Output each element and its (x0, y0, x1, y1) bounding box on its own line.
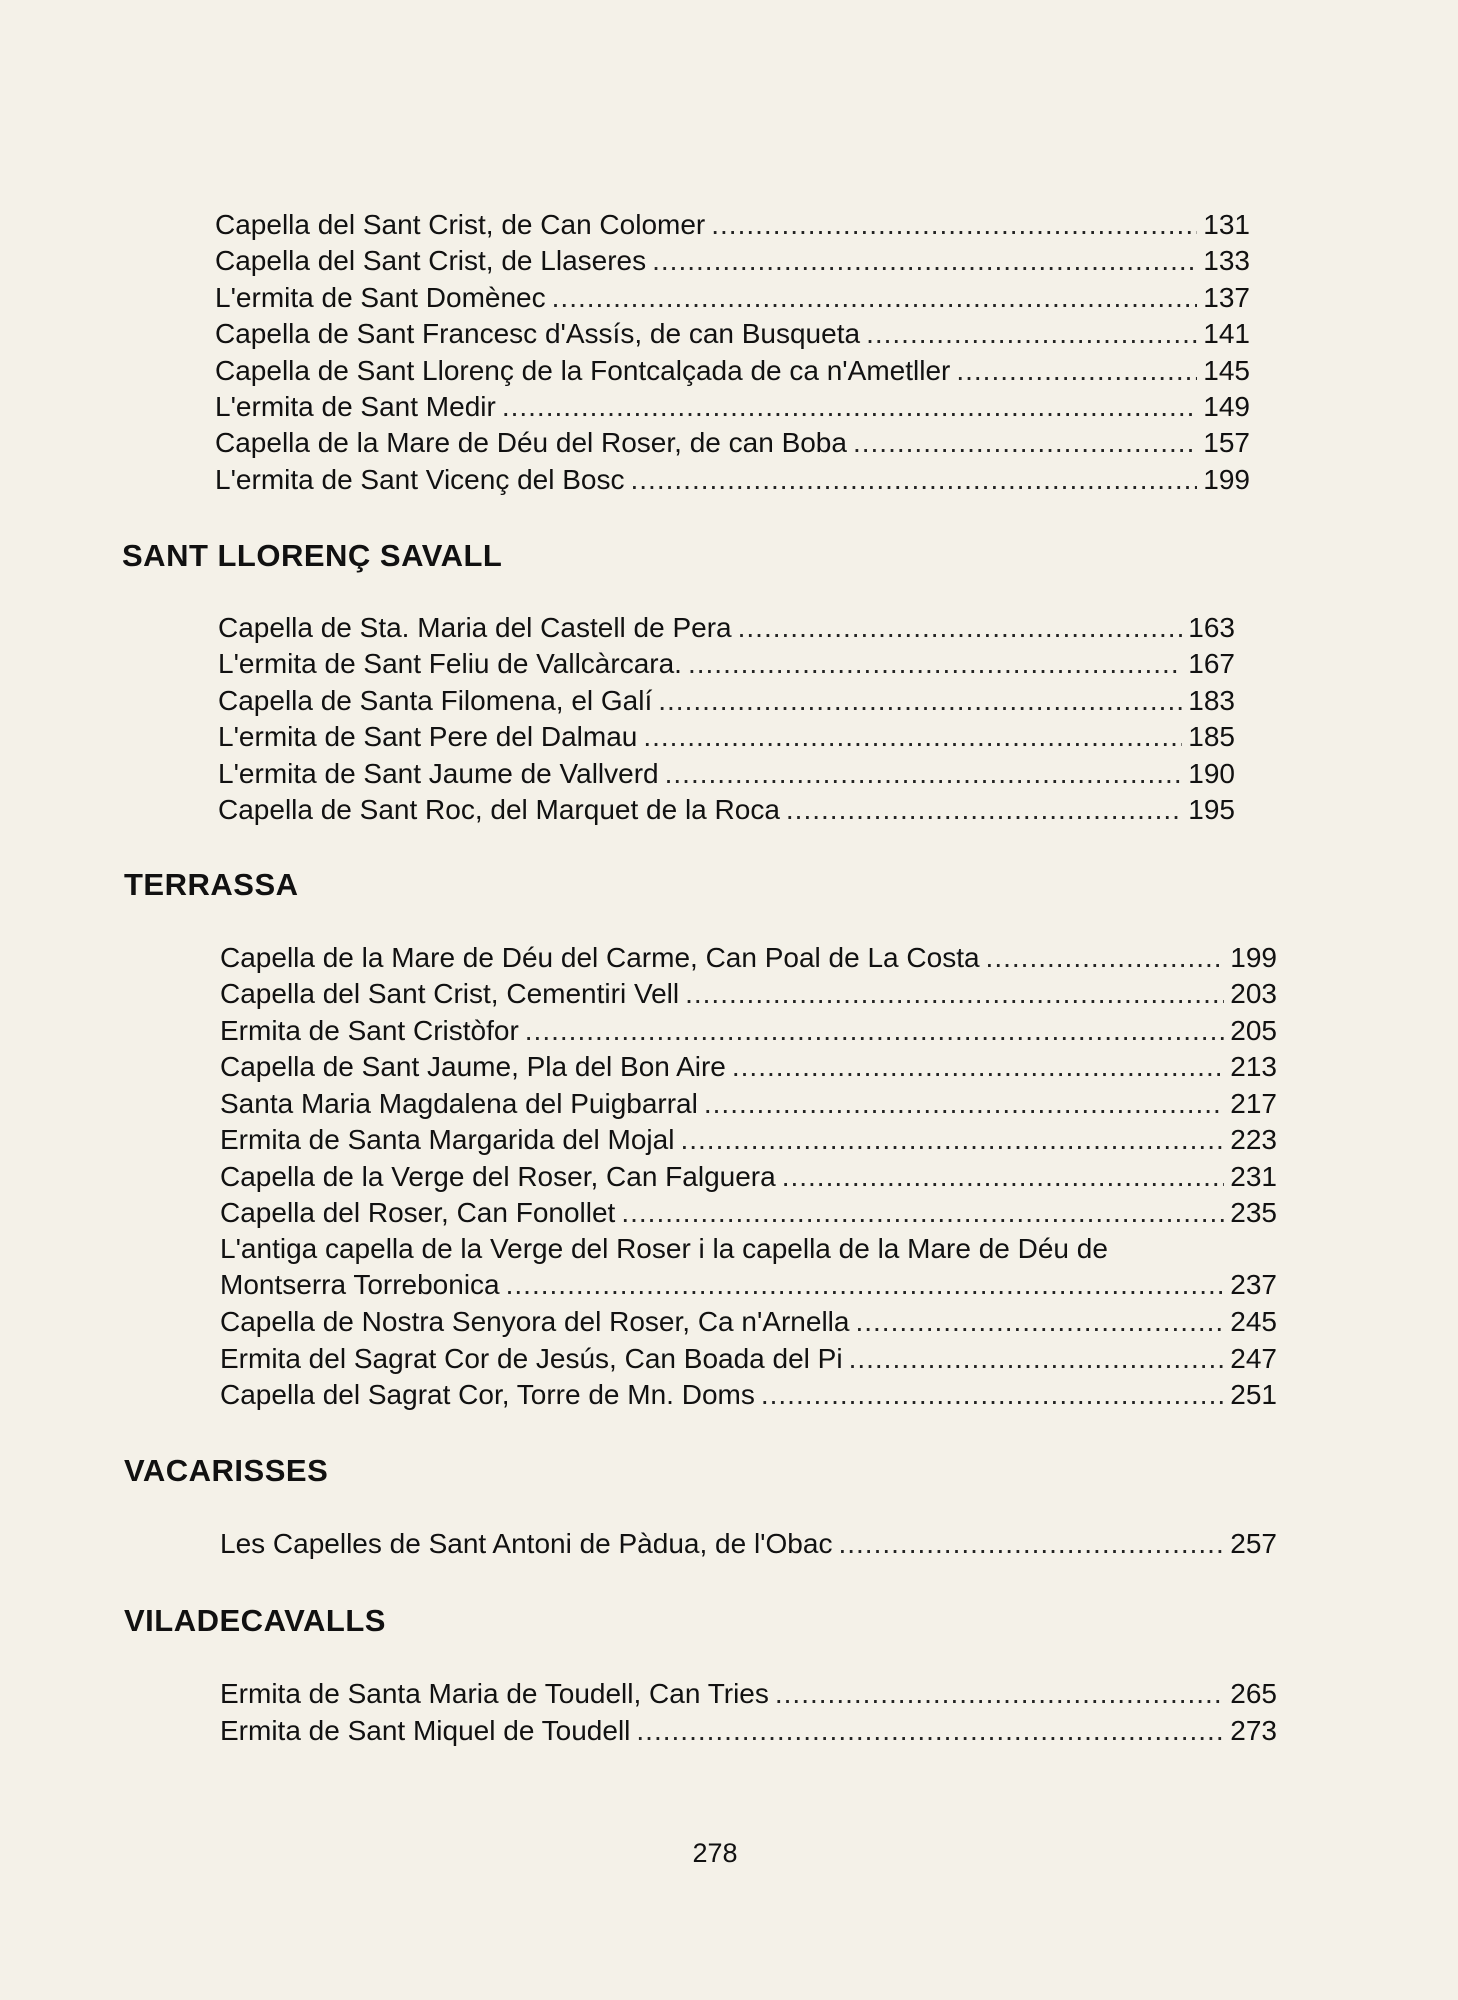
entry-title-continued: Montserra Torrebonica (220, 1269, 500, 1300)
entry-page: 213 (1230, 1051, 1277, 1082)
entry-page: 251 (1230, 1379, 1277, 1410)
toc-entry[interactable] (220, 1086, 1277, 1122)
entry-title: L'ermita de Sant Jaume de Vallverd (218, 758, 659, 789)
toc-entry[interactable] (215, 353, 1250, 389)
entry-title: Ermita de Santa Maria de Toudell, Can Tries (220, 1678, 769, 1709)
entry-title: Ermita de Santa Margarida del Mojal (220, 1124, 675, 1155)
toc-entry[interactable] (218, 719, 1235, 755)
leader-dots (866, 316, 1197, 352)
toc-entry[interactable] (220, 1159, 1277, 1195)
toc-entry[interactable] (218, 792, 1235, 828)
leader-dots (853, 425, 1197, 461)
toc-entry[interactable] (220, 1231, 1277, 1303)
leader-dots (688, 646, 1182, 682)
entry-page: 185 (1188, 721, 1235, 752)
toc-entry[interactable] (220, 1377, 1277, 1413)
entry-page: 237 (1230, 1269, 1277, 1300)
entry-page: 203 (1230, 978, 1277, 1009)
entry-title: Ermita de Sant Cristòfor (220, 1015, 519, 1046)
toc-entry[interactable] (215, 280, 1250, 316)
entry-page: 231 (1230, 1161, 1277, 1192)
toc-entry[interactable] (215, 316, 1250, 352)
leader-dots (732, 1049, 1224, 1085)
leader-dots (782, 1159, 1225, 1195)
leader-dots (849, 1341, 1225, 1377)
entry-page: 217 (1230, 1088, 1277, 1119)
section-heading: VACARISSES (124, 1453, 329, 1488)
entry-title: Santa Maria Magdalena del Puigbarral (220, 1088, 698, 1119)
leader-dots (680, 1122, 1224, 1158)
entry-page: 190 (1188, 758, 1235, 789)
toc-entry[interactable] (215, 389, 1250, 425)
toc-entry[interactable] (218, 646, 1235, 682)
leader-dots (631, 462, 1198, 498)
leader-dots (636, 1713, 1224, 1749)
entry-title: L'ermita de Sant Vicenç del Bosc (215, 464, 625, 495)
leader-dots (855, 1304, 1224, 1340)
toc-entry[interactable] (220, 1122, 1277, 1158)
entry-title: Capella del Sagrat Cor, Torre de Mn. Doms (220, 1379, 755, 1410)
entry-page: 141 (1203, 318, 1250, 349)
entry-title: Capella de la Mare de Déu del Carme, Can Poal de La Costa (220, 942, 980, 973)
section-heading: TERRASSA (124, 867, 299, 902)
toc-entry[interactable] (220, 940, 1277, 976)
toc-entry[interactable] (218, 610, 1235, 646)
leader-dots (665, 756, 1183, 792)
entry-page: 199 (1230, 942, 1277, 973)
toc-entry[interactable] (220, 1013, 1277, 1049)
leader-dots (704, 1086, 1224, 1122)
entry-page: 273 (1230, 1715, 1277, 1746)
entry-page: 247 (1230, 1343, 1277, 1374)
entry-page: 145 (1203, 355, 1250, 386)
leader-dots (775, 1676, 1224, 1712)
toc-entry[interactable] (220, 1195, 1277, 1231)
section-heading: VILADECAVALLS (124, 1603, 386, 1638)
leader-dots (525, 1013, 1225, 1049)
leader-dots (711, 207, 1197, 243)
leader-dots (658, 683, 1182, 719)
entry-page: 149 (1203, 391, 1250, 422)
leader-dots (986, 940, 1225, 976)
leader-dots (685, 976, 1224, 1012)
entry-title: Capella del Sant Crist, Cementiri Vell (220, 978, 680, 1009)
leader-dots (621, 1195, 1224, 1231)
leader-dots (552, 280, 1198, 316)
entry-title: Capella de la Verge del Roser, Can Falguera (220, 1161, 776, 1192)
leader-dots (643, 719, 1182, 755)
entry-page: 163 (1188, 612, 1235, 643)
entry-page: 265 (1230, 1678, 1277, 1709)
entry-page: 257 (1230, 1528, 1277, 1559)
toc-entry[interactable] (215, 207, 1250, 243)
toc-entry[interactable] (215, 425, 1250, 461)
entry-title: L'antiga capella de la Verge del Roser i la capella de la Mare de Déu de (220, 1233, 1108, 1264)
entry-title: Capella de Santa Filomena, el Galí (218, 685, 653, 716)
page-number: 278 (692, 1838, 738, 1868)
entry-page: 183 (1188, 685, 1235, 716)
entry-page: 137 (1203, 282, 1250, 313)
entry-page: 131 (1203, 209, 1250, 240)
entry-title: Capella de Nostra Senyora del Roser, Ca n'Arnella (220, 1306, 850, 1337)
entry-title: Ermita de Sant Miquel de Toudell (220, 1715, 631, 1746)
toc-entry[interactable] (220, 976, 1277, 1012)
entry-title: Capella de Sta. Maria del Castell de Pera (218, 612, 732, 643)
entry-title: Capella de Sant Jaume, Pla del Bon Aire (220, 1051, 726, 1082)
leader-dots (956, 353, 1197, 389)
entry-title: Capella de Sant Llorenç de la Fontcalçada de ca n'Ametller (215, 355, 951, 386)
entry-title: L'ermita de Sant Domènec (215, 282, 546, 313)
toc-entry[interactable] (220, 1341, 1277, 1377)
entry-page: 223 (1230, 1124, 1277, 1155)
section-heading: SANT LLORENÇ SAVALL (122, 538, 503, 573)
entry-page: 133 (1203, 245, 1250, 276)
toc-entry[interactable] (220, 1713, 1277, 1749)
entry-title: Capella de Sant Roc, del Marquet de la Roca (218, 794, 780, 825)
toc-entry[interactable] (215, 243, 1250, 279)
entry-page: 235 (1230, 1197, 1277, 1228)
toc-entry[interactable] (220, 1304, 1277, 1340)
entry-title: Ermita del Sagrat Cor de Jesús, Can Boada del Pi (220, 1343, 843, 1374)
toc-entry[interactable] (220, 1676, 1277, 1712)
entry-page: 199 (1203, 464, 1250, 495)
toc-entry[interactable] (220, 1049, 1277, 1085)
leader-dots (838, 1526, 1224, 1562)
leader-dots (502, 389, 1197, 425)
entry-title: L'ermita de Sant Medir (215, 391, 496, 422)
entry-page: 195 (1188, 794, 1235, 825)
entry-page: 167 (1188, 648, 1235, 679)
leader-dots (738, 610, 1183, 646)
toc-entry[interactable] (218, 683, 1235, 719)
toc-entry[interactable] (218, 756, 1235, 792)
leader-dots (786, 792, 1182, 828)
entry-title: Capella de Sant Francesc d'Assís, de can Busqueta (215, 318, 861, 349)
leader-dots (506, 1267, 1225, 1303)
entry-page: 205 (1230, 1015, 1277, 1046)
entry-title: Capella del Sant Crist, de Can Colomer (215, 209, 706, 240)
leader-dots (761, 1377, 1224, 1413)
entry-title: Capella del Roser, Can Fonollet (220, 1197, 616, 1228)
entry-title: L'ermita de Sant Feliu de Vallcàrcara. (218, 648, 682, 679)
entry-title: Les Capelles de Sant Antoni de Pàdua, de l'Obac (220, 1528, 833, 1559)
entry-title: L'ermita de Sant Pere del Dalmau (218, 721, 638, 752)
entry-page: 157 (1203, 427, 1250, 458)
entry-title: Capella de la Mare de Déu del Roser, de can Boba (215, 427, 847, 458)
entry-title: Capella del Sant Crist, de Llaseres (215, 245, 647, 276)
leader-dots (652, 243, 1197, 279)
toc-entry[interactable] (220, 1526, 1277, 1562)
toc-entry[interactable] (215, 462, 1250, 498)
entry-page: 245 (1230, 1306, 1277, 1337)
